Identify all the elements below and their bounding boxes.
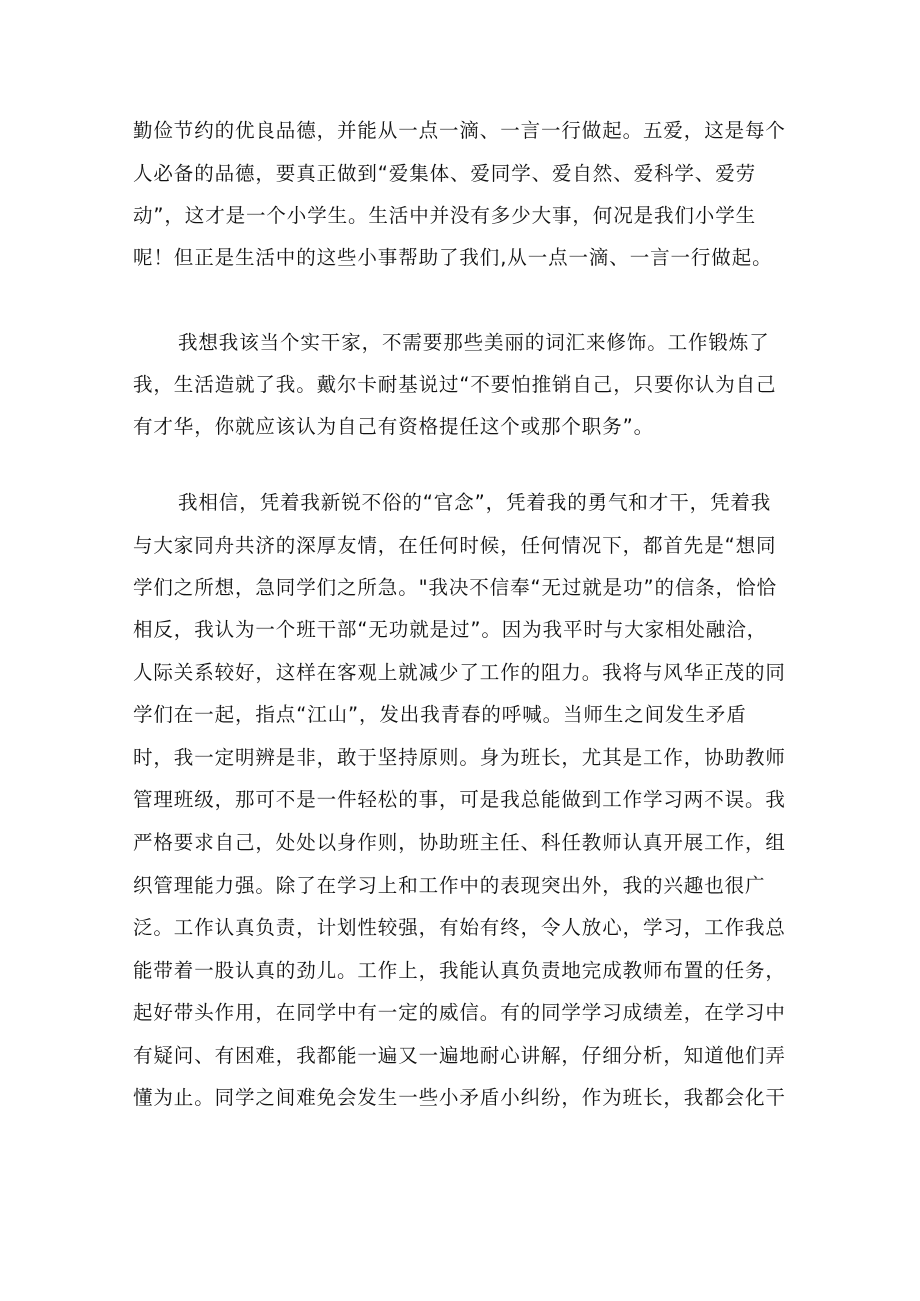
paragraph-2-line-2: 我，生活造就了我。戴尔卡耐基说过“不要怕推销自己，只要你认为自己 [133,373,777,396]
paragraph-3-line-15: 懂为止。同学之间难免会发生一些小矛盾小纠纷，作为班长，我都会化干 [133,1086,786,1109]
paragraph-1-line-4: 呢！但正是生活中的这些小事帮助了我们,从一点一滴、一言一行做起。 [133,246,773,269]
paragraph-3-line-2: 与大家同舟共济的深厚友情，在任何时候，任何情况下，都首先是“想同 [133,534,777,557]
paragraph-3-line-11: 泛。工作认真负责，计划性较强，有始有终，令人放心，学习，工作我总 [133,916,786,939]
paragraph-3-line-5: 人际关系较好，这样在客观上就减少了工作的阻力。我将与风华正茂的同 [133,661,786,684]
paragraph-1-line-1: 勤俭节约的优良品德，并能从一点一滴、一言一行做起。五爱，这是每个 [133,119,786,142]
paragraph-1-line-3: 动”，这才是一个小学生。生活中并没有多少大事，何况是我们小学生 [133,204,757,227]
paragraph-3-line-10: 织管理能力强。除了在学习上和工作中的表现突出外，我的兴趣也很广 [133,874,766,897]
paragraph-3-line-7: 时，我一定明辨是非，敢于坚持原则。身为班长，尤其是工作，协助教师 [133,746,786,769]
paragraph-3-line-14: 有疑问、有困难，我都能一遍又一遍地耐心讲解，仔细分析，知道他们弄 [133,1044,786,1067]
paragraph-3-line-13: 起好带头作用，在同学中有一定的威信。有的同学学习成绩差，在学习中 [133,1001,786,1024]
paragraph-3-line-6: 学们在一起，指点“江山”，发出我青春的呼喊。当师生之间发生矛盾 [133,703,747,726]
paragraph-3-line-3: 学们之所想，急同学们之所急。"我决不信奉“无过就是功”的信条，恰恰 [133,576,777,599]
paragraph-3-line-4: 相反，我认为一个班干部“无功就是过”。因为我平时与大家相处融洽， [133,618,768,641]
paragraph-3-line-1: 我相信，凭着我新锐不俗的“官念”，凭着我的勇气和才干，凭着我 [178,491,772,514]
paragraph-1-line-2: 人必备的品德，要真正做到“爱集体、爱同学、爱自然、爱科学、爱劳 [133,162,757,185]
paragraph-3-line-12: 能带着一股认真的劲儿。工作上，我能认真负责地完成教师布置的任务， [133,959,786,982]
paragraph-2-line-3: 有才华，你就应该认为自己有资格提任这个或那个职务”。 [133,415,655,438]
paragraph-3-line-8: 管理班级，那可不是一件轻松的事，可是我总能做到工作学习两不误。我 [133,788,786,811]
paragraph-2-line-1: 我想我该当个实干家，不需要那些美丽的词汇来修饰。工作锻炼了 [178,331,770,354]
paragraph-3-line-9: 严格要求自己，处处以身作则，协助班主任、科任教师认真开展工作，组 [133,831,786,854]
